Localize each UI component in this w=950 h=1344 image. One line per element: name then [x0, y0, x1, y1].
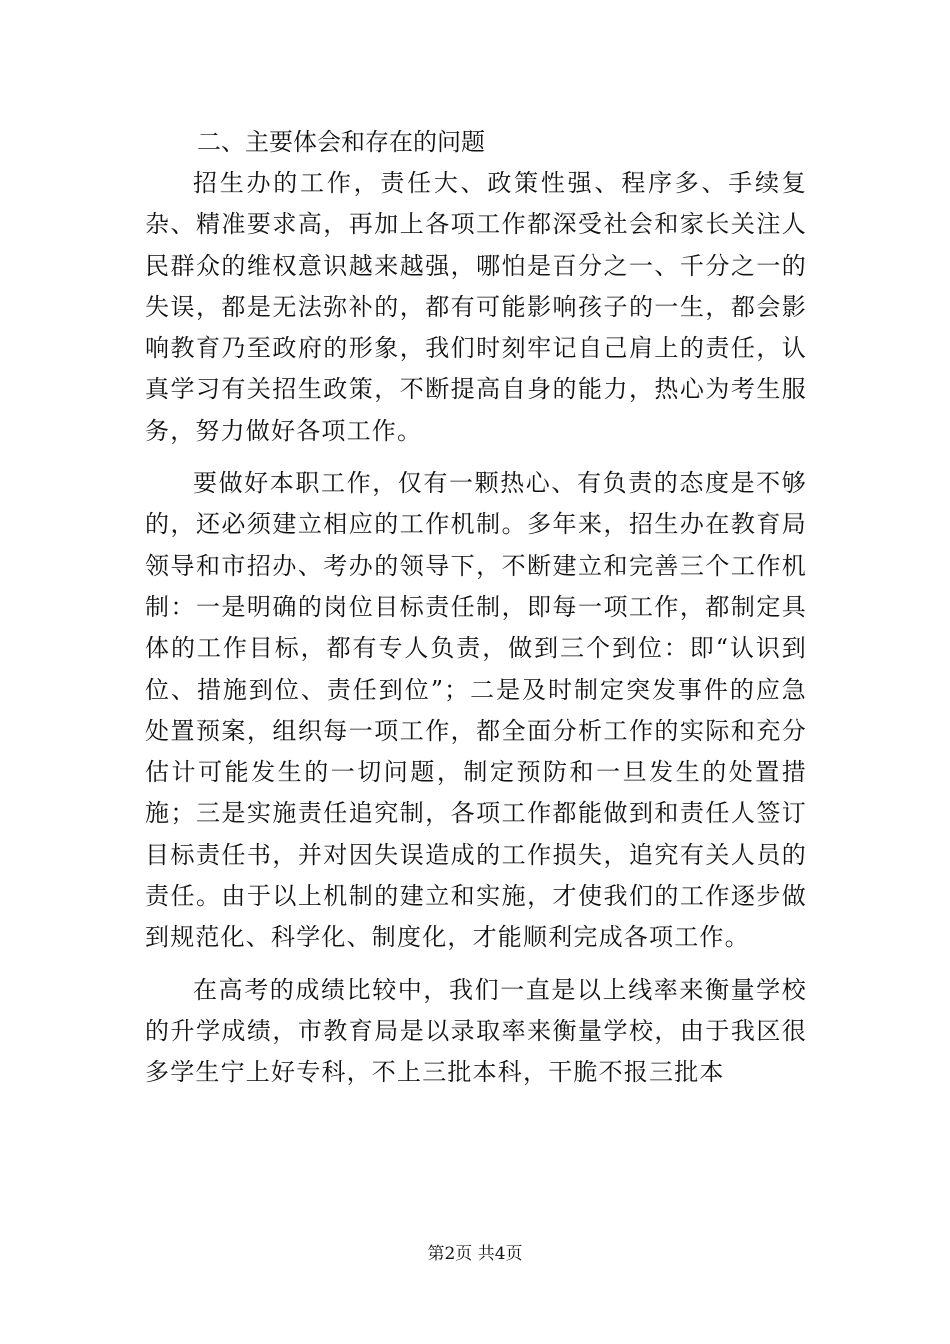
- document-body: [145, 122, 807, 1105]
- paragraph-2: 要做好本职工作，仅有一颗热心、有负责的态度是不够的，还必须建立相应的工作机制。多年来，招生办在教育局领导和市招办、考办的领导下，不断建立和完善三个工作机制：一是明确的岗位目标责任制，即每一项工作，都制定具体的工作目标，都有专人负责，做到三个到位：即“认识到位、措施到位、责任到位”；二是及时制定突发事件的应急处置预案，组织每一项工作，都全面分析工作的实际和充分估计可能发生的一切问题，制定预防和一旦发生的处置措施；三是实施责任追究制，各项工作都能做到和责任人签订目标责任书，并对因失误造成的工作损失，追究有关人员的责任。由于以上机制的建立和实施，才使我们的工作逐步做到规范化、科学化、制度化，才能顺利完成各项工作。: [145, 469, 807, 952]
- section-heading: 二、主要体会和存在的问题: [197, 128, 485, 156]
- paragraph-3: 在高考的成绩比较中，我们一直是以上线率来衡量学校的升学成绩，市教育局是以录取率来衡量学校，由于我区很多学生宁上好专科，不上三批本科，干脆不报三批本: [145, 975, 807, 1087]
- page-footer: 第2页 共4页: [427, 1244, 523, 1264]
- paragraph-1: 招生办的工作，责任大、政策性强、程序多、手续复杂、精准要求高，再加上各项工作都深受社会和家长关注人民群众的维权意识越来越强，哪怕是百分之一、千分之一的失误，都是无法弥补的，都有可能影响孩子的一生，都会影响教育乃至政府的形象，我们时刻牢记自己肩上的责任，认真学习有关招生政策，不断提高自身的能力，热心为考生服务，努力做好各项工作。: [145, 169, 807, 445]
